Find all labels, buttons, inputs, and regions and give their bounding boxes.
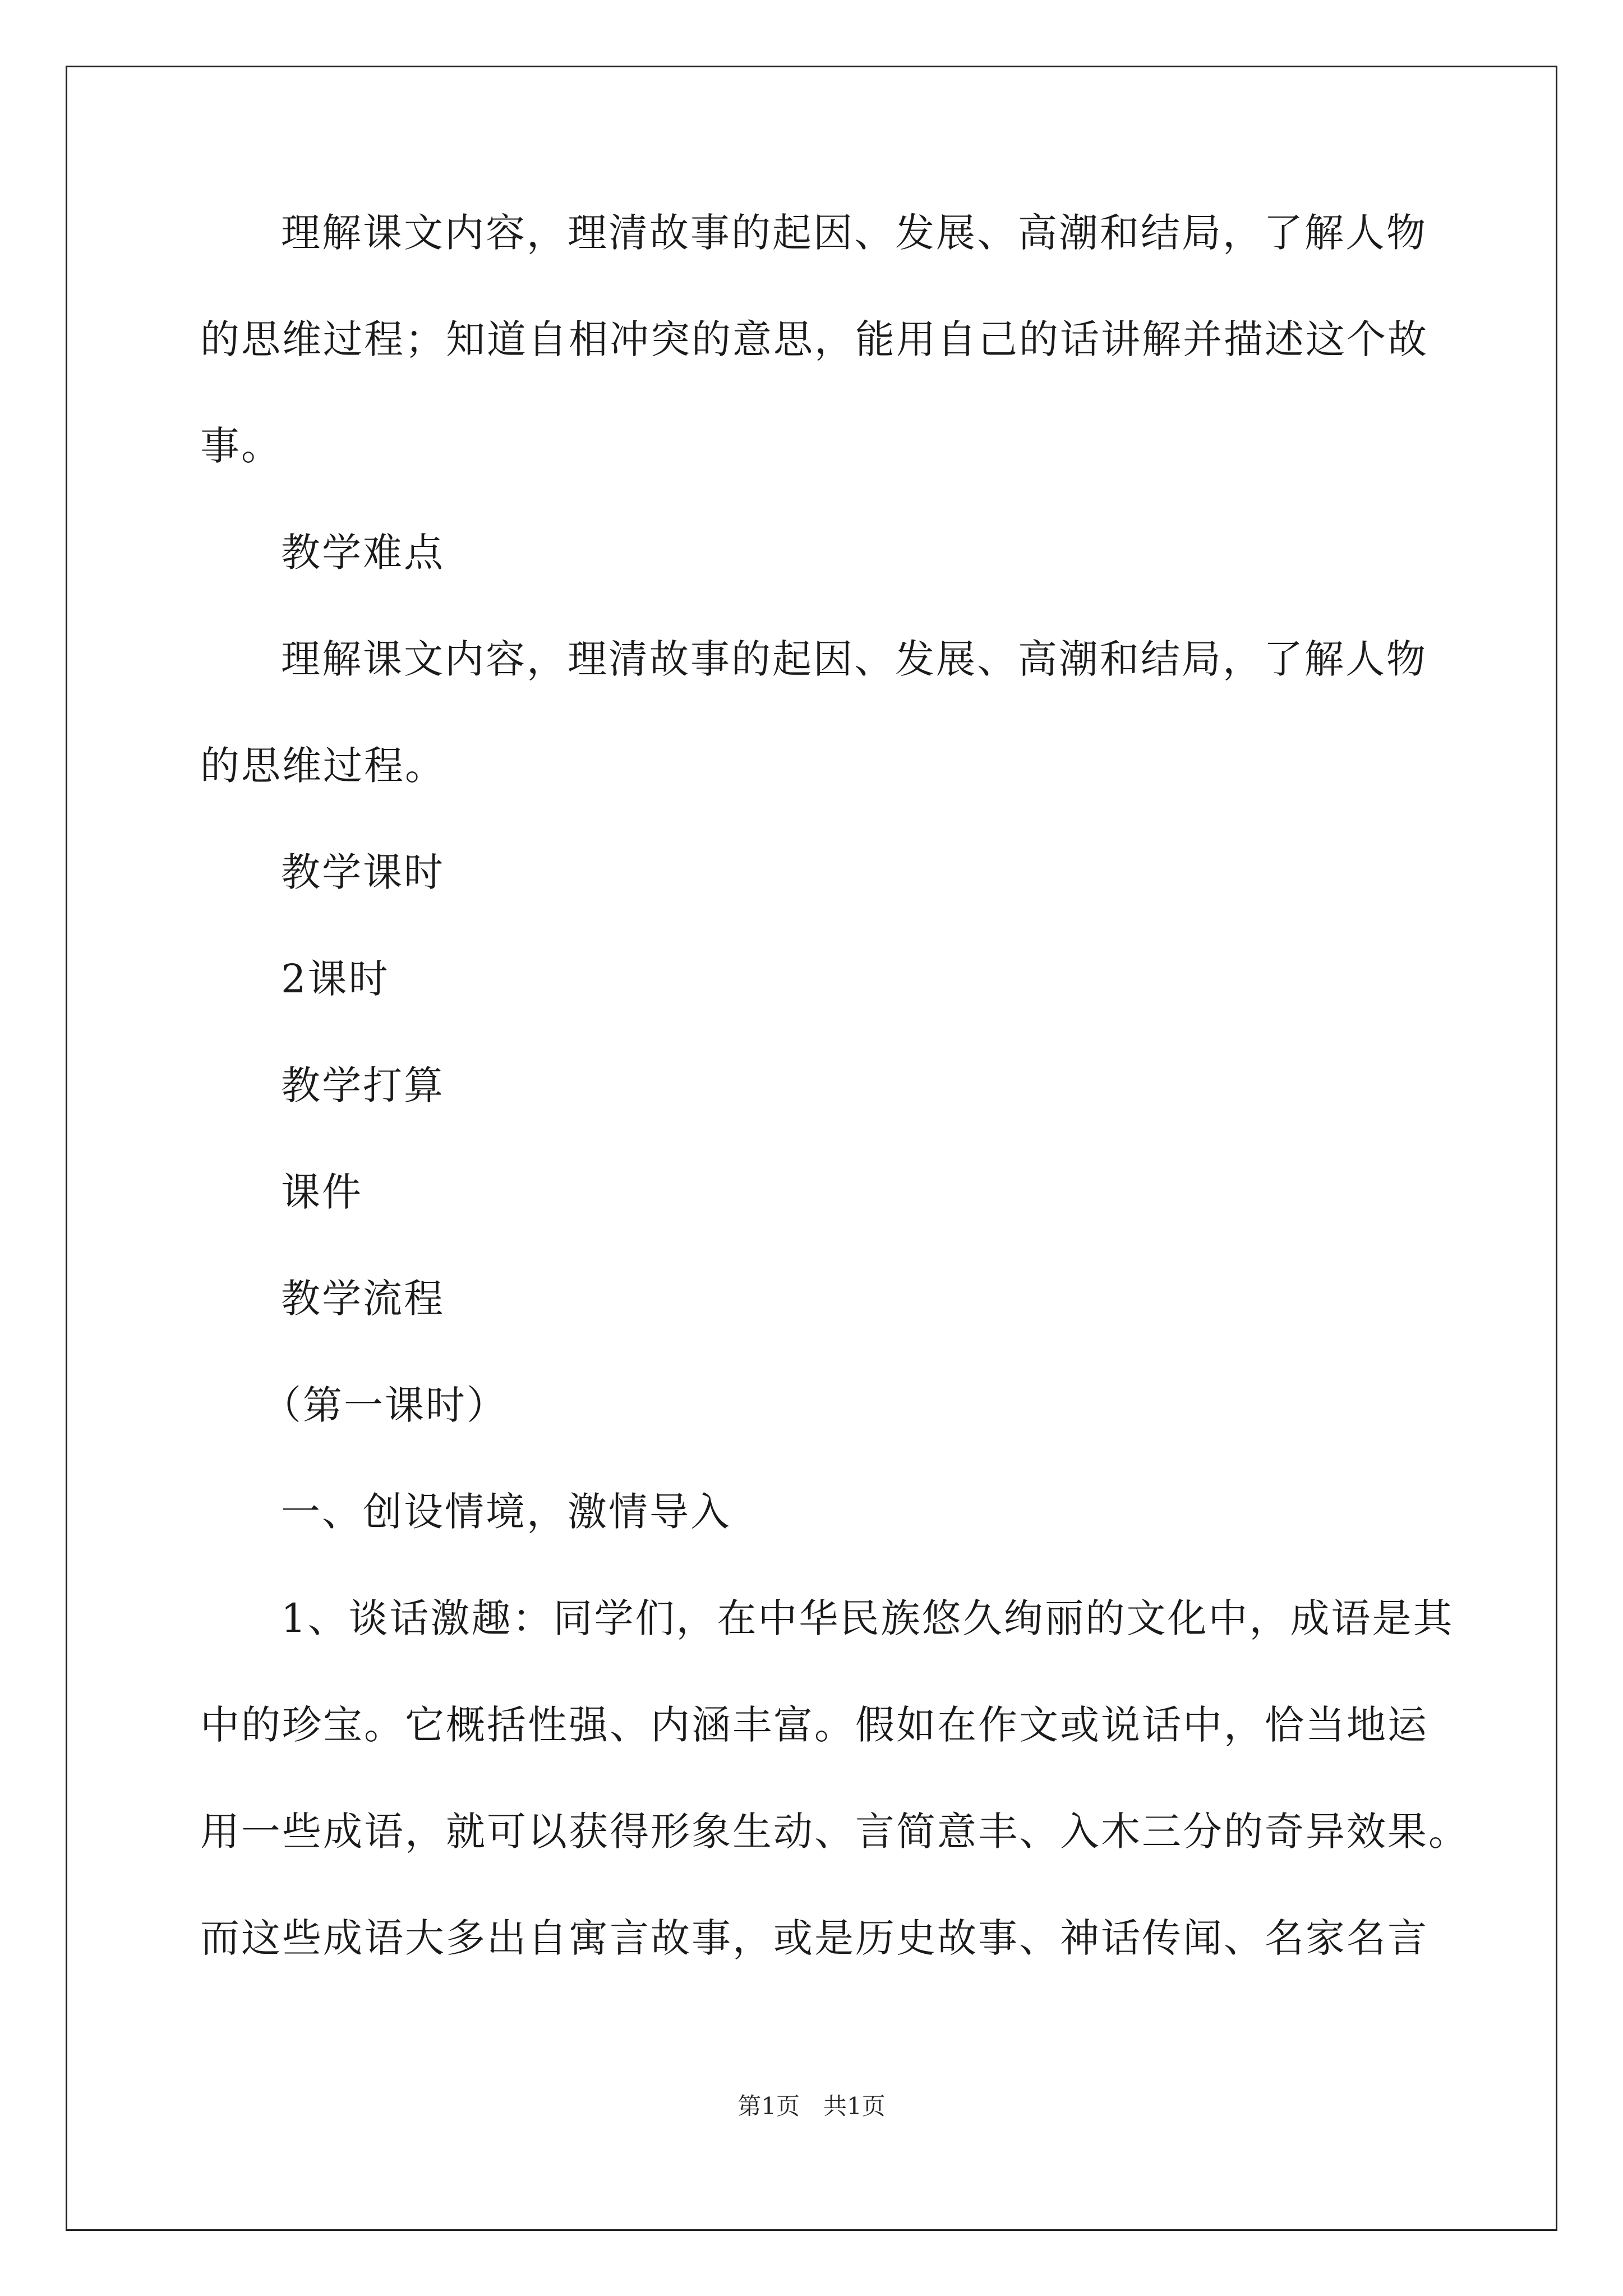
paragraph-line: 1、谈话激趣：同学们，在中华民族悠久绚丽的文化中，成语是其	[281, 1595, 1454, 1641]
lesson-label: （第一课时）	[262, 1382, 508, 1428]
section-heading: 教学难点	[281, 530, 445, 576]
paragraph-line: 中的珍宝。它概括性强、内涵丰富。假如在作文或说话中，恰当地运	[200, 1702, 1428, 1748]
section-heading: 教学课时	[281, 849, 445, 895]
paragraph-line: 2课时	[281, 956, 390, 1002]
section-heading: 教学流程	[281, 1276, 445, 1322]
paragraph-line: 事。	[200, 423, 282, 469]
paragraph-line: 课件	[281, 1169, 363, 1215]
paragraph-line: 的思维过程。	[200, 743, 446, 789]
section-heading: 一、创设情境，激情导入	[281, 1489, 731, 1535]
paragraph-line: 的思维过程；知道自相冲突的意思，能用自己的话讲解并描述这个故	[200, 316, 1428, 362]
paragraph-line: 理解课文内容，理清故事的起因、发展、高潮和结局，了解人物	[281, 210, 1427, 256]
paragraph-line: 理解课文内容，理清故事的起因、发展、高潮和结局，了解人物	[281, 636, 1427, 682]
page-border	[66, 66, 1557, 2231]
paragraph-line: 而这些成语大多出自寓言故事，或是历史故事、神话传闻、名家名言	[200, 1915, 1428, 1961]
paragraph-line: 用一些成语，就可以获得形象生动、言简意丰、入木三分的奇异效果。	[200, 1809, 1469, 1855]
page-number-footer: 第1页 共1页	[737, 2092, 886, 2120]
section-heading: 教学打算	[281, 1062, 445, 1108]
